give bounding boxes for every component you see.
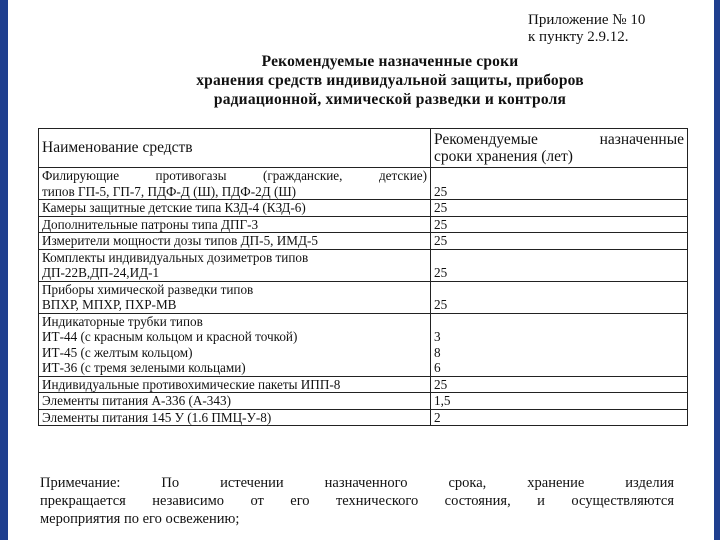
row-term-cell [431,168,688,200]
row-term-cell [431,200,688,217]
table-row [39,233,688,250]
row-name-line: Приборы химической разведки типов [42,281,254,297]
header-col-term-line1: Рекомендуемые назначенные [434,131,684,148]
row-term-value: 25 [434,265,448,280]
row-term-value: 6 [434,360,441,375]
note-line-1: Примечание: По истечении назначенного срока, хранение изделия [40,475,674,491]
table-row [39,376,688,393]
row-term-cell [431,393,688,410]
table-row [39,313,688,376]
row-name-cell [39,313,431,376]
row-name-line: ИТ-45 (с желтым кольцом) [42,344,193,360]
title-line-2: хранения средств индивидуальной защиты, приборов [196,72,584,89]
table-row [39,168,688,200]
row-name-cell [39,168,431,200]
row-term-value: 25 [434,233,448,248]
row-term-cell [431,216,688,233]
appendix-reference [528,12,645,46]
row-name-line: Комплекты индивидуальных дозиметров типов [42,249,309,265]
row-name-line: Индикаторные трубки типов [42,313,203,329]
row-term-value: 1,5 [434,393,451,408]
row-term-cell [431,249,688,281]
row-term-value: 25 [434,376,448,392]
table-row [39,216,688,233]
row-name-line: Индивидуальные противохимические пакеты ИПП-8 [42,376,341,392]
note-paragraph [40,474,674,528]
header-col-term [431,129,688,168]
title-line-1: Рекомендуемые назначенные сроки [261,53,519,70]
row-term-value: 3 [434,329,441,344]
row-term-cell [431,409,688,426]
row-name-line: Камеры защитные детские типа КЗД-4 (КЗД-6) [42,200,306,215]
row-term-value: 2 [434,409,441,425]
table-row [39,249,688,281]
row-term-value: 25 [434,200,448,215]
table-row [39,200,688,217]
row-name-cell [39,409,431,426]
row-name-cell [39,200,431,217]
title-line-3: радиационной, химической разведки и контроля [213,91,567,108]
row-term-cell [431,376,688,393]
appendix-number: Приложение № 10 [528,12,646,28]
row-name-line: ИТ-36 (с тремя зелеными кольцами) [42,360,246,375]
row-name-cell [39,216,431,233]
table-header-row [39,129,688,168]
row-name-line: ДП-22В,ДП-24,ИД-1 [42,265,160,280]
row-name-cell [39,393,431,410]
row-name-cell [39,376,431,393]
table-row [39,281,688,313]
row-name-line: Измерители мощности дозы типов ДП-5, ИМД-5 [42,233,318,248]
appendix-clause: к пункту 2.9.12. [528,29,629,45]
note-line-2: прекращается независимо от его технического состояния, и осуществляются [40,493,674,509]
note-line-3: мероприятия по его освежению; [40,511,240,527]
header-col-name [39,129,431,168]
table-row [39,393,688,410]
table-row [39,409,688,426]
row-term-cell [431,313,688,376]
row-term-value: 8 [434,344,441,360]
storage-terms-table [38,128,688,426]
row-term-value: 25 [434,297,448,312]
left-frame-bar [0,0,8,540]
row-term-cell [431,281,688,313]
row-name-cell [39,249,431,281]
row-term-value: 25 [434,216,448,232]
row-name-line: Элементы питания А-336 (А-343) [42,393,231,408]
document-title [100,52,680,109]
right-frame-bar [714,0,720,540]
row-name-line: Элементы питания 145 У (1.6 ПМЦ-У-8) [42,409,272,425]
row-name-cell [39,281,431,313]
row-name-line: Филирующие противогазы (гражданские, детские) [42,168,427,183]
row-term-cell [431,233,688,250]
row-name-line: Дополнительные патроны типа ДПГ-3 [42,216,259,232]
row-term-value: 25 [434,183,448,199]
row-name-cell [39,233,431,250]
row-name-line: ВПХР, МПХР, ПХР-МВ [42,297,177,312]
row-name-line: типов ГП-5, ГП-7, ПДФ-Д (Ш), ПДФ-2Д (Ш) [42,183,297,199]
row-name-line: ИТ-44 (с красным кольцом и красной точкой) [42,329,298,344]
header-col-term-line2: сроки хранения (лет) [434,148,573,165]
header-col-name-text: Наименование средств [42,139,193,156]
